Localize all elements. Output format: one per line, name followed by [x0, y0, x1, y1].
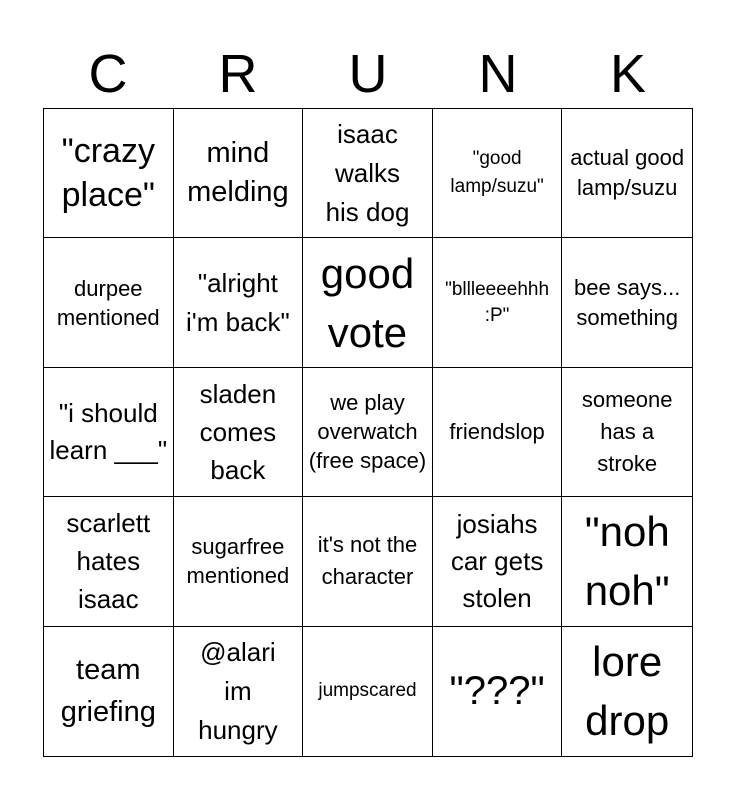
cell-label: "bllleeeehhh :P" [445, 278, 550, 326]
cell-label: someone has a stroke [581, 386, 673, 476]
cell-label: sugarfree mentioned [186, 534, 290, 589]
cell-label: "noh noh" [584, 508, 670, 615]
bingo-cell-r3-c4[interactable] [433, 368, 563, 497]
header-letter-k: K [609, 44, 647, 104]
bingo-cell-r4-c4[interactable] [433, 497, 563, 626]
bingo-cell-r3-c3[interactable] [303, 368, 433, 497]
cell-label: "i should learn ___" [49, 397, 168, 465]
cell-label: sladen comes back [199, 378, 277, 485]
cell-label: isaac walks his dog [325, 118, 410, 227]
bingo-cell-r4-c2[interactable] [174, 497, 304, 626]
cell-label: durpee mentioned [56, 275, 160, 330]
bingo-cell-r1-c1[interactable] [44, 109, 174, 238]
header-letter-c: C [88, 44, 128, 104]
bingo-cell-r3-c5[interactable] [562, 368, 692, 497]
bingo-cell-r2-c5[interactable] [562, 238, 692, 367]
header-letter-n: N [478, 44, 518, 104]
bingo-cell-r5-c2[interactable] [174, 627, 304, 756]
cell-label: josiahs car gets stolen [450, 508, 544, 613]
bingo-cell-r1-c4[interactable] [433, 109, 563, 238]
bingo-cell-r1-c3[interactable] [303, 109, 433, 238]
cell-label: bee says... something [573, 274, 681, 330]
bingo-board [43, 108, 693, 757]
cell-label: jumpscared [318, 680, 417, 702]
bingo-cell-r1-c2[interactable] [174, 109, 304, 238]
bingo-cell-r5-c3[interactable] [303, 627, 433, 756]
bingo-cell-r4-c1[interactable] [44, 497, 174, 626]
header-letter-r: R [218, 44, 258, 104]
cell-label: "crazy place" [61, 132, 155, 215]
cell-label: it's not the character [317, 532, 418, 590]
cell-label: friendslop [449, 419, 545, 445]
bingo-cell-r2-c2[interactable] [174, 238, 304, 367]
cell-label: @alari im hungry [198, 636, 278, 745]
bingo-cell-r3-c2[interactable] [174, 368, 304, 497]
cell-label: actual good lamp/suzu [570, 145, 685, 201]
bingo-cell-r4-c5[interactable] [562, 497, 692, 626]
bingo-cell-r1-c5[interactable] [562, 109, 692, 238]
bingo-cell-r2-c4[interactable] [433, 238, 563, 367]
cell-label: "good lamp/suzu" [450, 148, 544, 198]
bingo-cell-r5-c5[interactable] [562, 627, 692, 756]
bingo-cell-r2-c1[interactable] [44, 238, 174, 367]
bingo-cell-r5-c4[interactable] [433, 627, 563, 756]
bingo-cell-r3-c1[interactable] [44, 368, 174, 497]
bingo-header [43, 40, 693, 108]
cell-label: good vote [320, 249, 415, 356]
header-letter-u: U [348, 44, 388, 104]
cell-label: "???" [449, 669, 545, 714]
bingo-cell-r2-c3[interactable] [303, 238, 433, 367]
cell-label: lore drop [585, 638, 670, 745]
cell-label: "alright i'm back" [186, 267, 290, 337]
bingo-cell-r5-c1[interactable] [44, 627, 174, 756]
cell-label: scarlett hates isaac [66, 508, 151, 615]
bingo-cell-r4-c3[interactable] [303, 497, 433, 626]
cell-label: team griefing [60, 654, 156, 729]
cell-label: mind melding [187, 137, 289, 209]
cell-label: we play overwatch (free space) [308, 390, 427, 474]
